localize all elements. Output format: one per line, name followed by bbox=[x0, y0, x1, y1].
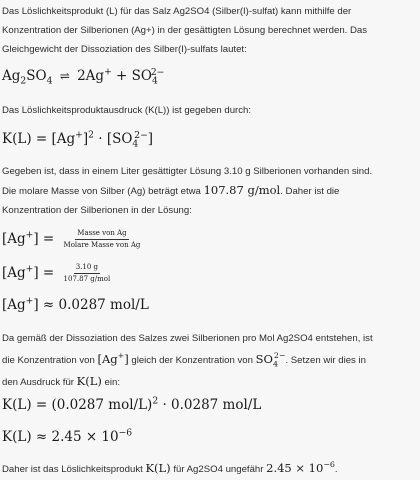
conclusion-paragraph: Daher ist das Löslichkeitsprodukt K(L) für Ag2SO4 ungefähr $2.45 \times 10^{-6}$. bbox=[2, 460, 338, 475]
concentration-formula: [Ag+] = $\frac{\text{Masse von Ag}}{\text{Molare Masse von Ag}}$ bbox=[2, 229, 141, 249]
intro-line: Konzentration der Silberionen (Ag+) in der gesättigten Lösung berechnet werden. Das bbox=[2, 25, 368, 36]
ksp-calculation: K(L) = (0.0287 mol/L)$^2$ · 0.0287 mol/L bbox=[2, 395, 262, 413]
dissociation-equation: $Ag_2SO_4$ ⇌ $2Ag^+ + SO_4^{2-}$ bbox=[2, 66, 165, 87]
equilibrium-arrow-icon: ⇌ bbox=[59, 69, 70, 83]
molar-mass-value: 107.87 g/mol bbox=[203, 183, 281, 197]
substitution-paragraph: Da gemäß der Dissoziation des Salzes zwei Silberionen pro Mol Ag2SO4 entstehen, ist die Konzentration von [Ag+] gleich der Konzentration von $SO_4^{2-}$. Setzen wir dies in den Ausdruck für K(L) ein: bbox=[2, 333, 373, 388]
intro-line: Das Löslichkeitsprodukt (L) für das Salz Ag2SO4 (Silber(I)-sulfat) kann mithilfe der bbox=[2, 6, 352, 17]
ksp-expression: $K(L) = [Ag^+]^2 \cdot [SO_4^{2-}]$ bbox=[2, 129, 154, 150]
fraction: $\frac{\text{Masse von Ag}}{\text{Molare Masse von Ag}}$ bbox=[63, 229, 141, 249]
concentration-substitution: [Ag+] = $\frac{3.10 g}{\text{107.87 g/mol}}$ bbox=[2, 263, 111, 283]
ksp-result: $K(L) \approx 2.45 \times 10^{-6}$ bbox=[2, 427, 133, 445]
fraction: $\frac{3.10 g}{\text{107.87 g/mol}}$ bbox=[63, 263, 111, 283]
given-paragraph: Gegeben ist, dass in einem Liter gesättigter Lösung 3.10 g Silberionen vorhanden sind. Die molare Masse von Silber (Ag) beträgt etwa 107.87 g/mol. Daher ist die Konzentration der Silberionen in der Lösung: bbox=[2, 166, 373, 216]
concentration-result: [Ag+] ≈ 0.0287 mol/L bbox=[2, 295, 149, 313]
ksp-intro-paragraph: Das Löslichkeitsproduktausdruck (K(L)) ist gegeben durch: bbox=[2, 105, 252, 116]
intro-paragraph bbox=[2, 2, 414, 59]
intro-line: Gleichgewicht der Dissoziation des Silber(I)-sulfats lautet: bbox=[2, 44, 247, 55]
